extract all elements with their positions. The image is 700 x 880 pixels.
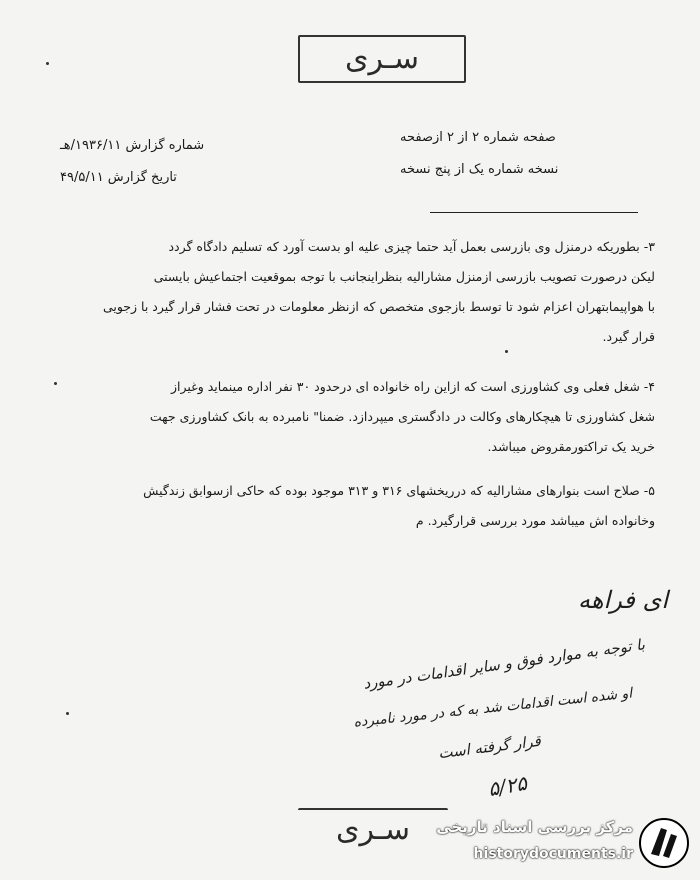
speck: [66, 712, 69, 715]
watermark-url: historydocuments.ir: [473, 846, 633, 862]
handwritten-signature: ای فراهه: [578, 586, 668, 614]
handwritten-note-line: او شده است اقدامات شد به که در مورد نامبرده: [352, 685, 633, 731]
handwritten-note-line: با توجه به موارد فوق و سایر اقدامات در مورد: [362, 635, 646, 693]
report-date: تاریخ گزارش ۴۹/۵/۱۱: [60, 170, 177, 185]
archive-watermark: [420, 812, 695, 874]
copy-number-line: نسخه شماره یک از پنج نسخه: [400, 162, 559, 177]
paragraph-line: ۴- شغل فعلی وی کشاورزی است که ازاین راه خانواده ای درحدود ۳۰ نفر اداره مینماید وغیراز: [171, 379, 655, 394]
paragraph-line: ۵- صلاح است بنوارهای مشارالیه که درریخشهای ۳۱۶ و ۳۱۳ موجود بوده که حاکی ازسوابق زندگیش: [143, 483, 655, 498]
paragraph-line: قرار گیرد.: [602, 329, 655, 344]
speck: [46, 62, 49, 65]
page-number-line: صفحه شماره ۲ از ۲ ازصفحه: [400, 130, 556, 145]
paragraph-line: لیکن درصورت تصویب بازرسی ازمنزل مشارالیه بنظراینجانب با توجه بموقعیت اجتماعیش بایستی: [153, 269, 655, 284]
speck: [505, 350, 508, 353]
paragraph-3: [35, 232, 655, 352]
handwritten-note-line: قرار گرفته است: [437, 731, 542, 763]
speck: [54, 382, 57, 385]
paragraph-line: خرید یک تراکتورمقروض میباشد.: [487, 439, 655, 454]
handwritten-number: ۵/۲۵: [486, 770, 529, 802]
classification-stamp-bottom: سـری: [298, 808, 448, 850]
watermark-name: مرکز بررسی اسناد تاریخی: [436, 818, 633, 836]
report-number: شماره گزارش ۱۹۳۶/۱۱/هـ: [60, 138, 205, 153]
paragraph-line: با هواپیمابتهران اعزام شود تا توسط بازجوی متخصص که ازنظر معلومات در تحت فشار قرار گیرد با زجویی: [102, 299, 655, 314]
paragraph-line: شغل کشاورزی تا هیچکارهای وکالت در دادگستری میپردازد. ضمنا" نامبرده به بانک کشاورزی جهت: [149, 409, 655, 424]
paragraph-4: [35, 372, 655, 462]
paragraph-line: ۳- بطوریکه درمنزل وی بازرسی بعمل آید حتما چیزی علیه او بدست آورد که تسلیم دادگاه گردد: [168, 239, 655, 254]
header-divider: [430, 212, 638, 213]
classification-stamp-top: سـری: [298, 35, 466, 83]
paragraph-5: [35, 476, 655, 536]
archive-logo-icon: [637, 816, 691, 870]
paragraph-line: وخانواده اش میباشد مورد بررسی قرارگیرد. م: [415, 513, 655, 528]
